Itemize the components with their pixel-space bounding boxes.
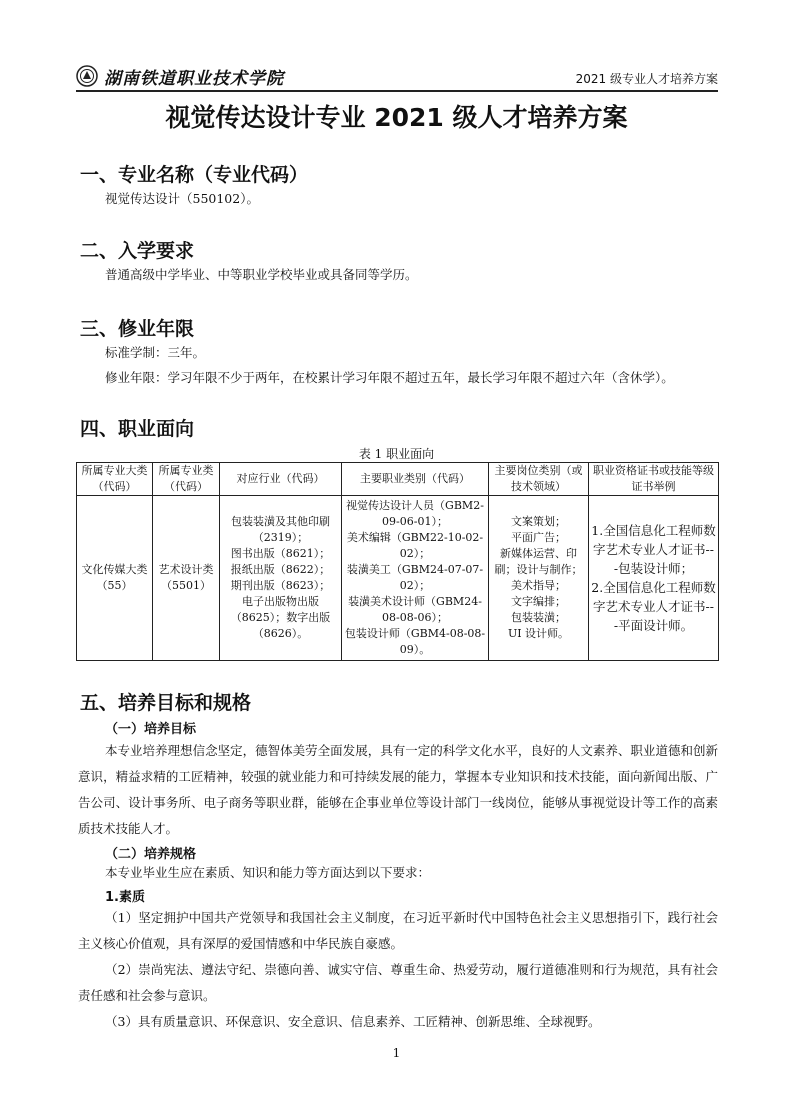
table-header-row (77, 463, 719, 496)
quality-heading: 1.素质 (105, 890, 145, 905)
table-row (77, 496, 719, 661)
table-cell-certificates: 1.全国信息化工程师数字艺术专业人才证书---包装设计师； 2.全国信息化工程师数字艺术专业人才证书---平面设计师。 (589, 496, 719, 661)
section-3-heading: 三、修业年限 (80, 318, 195, 340)
section-3-line-1: 标准学制：三年。 (105, 345, 206, 360)
table-header-cell: 所属专业类（代码） (153, 463, 220, 496)
section-4-heading: 四、职业面向 (80, 418, 195, 440)
quality-item-3: （3）具有质量意识、环保意识、安全意识、信息素养、工匠精神、创新思维、全球视野。 (105, 1014, 601, 1029)
section-1-heading: 一、专业名称（专业代码） (80, 164, 309, 186)
goal-paragraph: 本专业培养理想信念坚定，德智体美劳全面发展，具有一定的科学文化水平，良好的人文素养、职业道德和创新意识，精益求精的工匠精神，较强的就业能力和可持续发展的能力，掌握本专业知识和技术技能，面向新闻出版、广告公司、设计事务所、电子商务等职业群，能够在企事业单位等设计部门一线岗位，能够从事视觉设计等工作的高素质技术技能人才。 (78, 743, 718, 836)
school-logo (76, 62, 284, 90)
page-header (76, 62, 718, 92)
table-header-cell: 职业资格证书或技能等级证书举例 (589, 463, 719, 496)
header-plan-label: 2021 级专业人才培养方案 (575, 72, 718, 86)
table-cell-occupation: 视觉传达设计人员（GBM2-09-06-01）； 美术编辑（GBM22-10-02-02）； 装潢美工（GBM24-07-07-02）； 装潢美术设计师（GBM24-08-08-06）； 包装设计师（GBM4-08-08-09）。 (342, 496, 489, 661)
section-1-text: 视觉传达设计（550102）。 (105, 191, 259, 206)
quality-item-1: （1）坚定拥护中国共产党领导和我国社会主义制度，在习近平新时代中国特色社会主义思想指引下，践行社会主义核心价值观，具有深厚的爱国情感和中华民族自豪感。 (78, 910, 718, 951)
section-2-heading: 二、入学要求 (80, 240, 195, 262)
section-5-heading: 五、培养目标和规格 (80, 692, 252, 714)
table-header-cell: 所属专业大类（代码） (77, 463, 153, 496)
table-cell-positions: 文案策划； 平面广告； 新媒体运营、印刷；设计与制作； 美术指导； 文字编排； 包装装潢； UI 设计师。 (489, 496, 589, 661)
table-cell-major-category: 文化传媒大类（55） (77, 496, 153, 661)
section-2-text: 普通高级中学毕业、中等职业学校毕业或具备同等学历。 (105, 267, 418, 282)
table-cell-major-class: 艺术设计类（5501） (153, 496, 220, 661)
table-header-cell: 主要职业类别（代码） (342, 463, 489, 496)
table-header-cell: 对应行业（代码） (220, 463, 342, 496)
table-caption: 表 1 职业面向 (358, 447, 435, 461)
document-title: 视觉传达设计专业 2021 级人才培养方案 (165, 103, 628, 132)
goal-subheading: （一）培养目标 (105, 722, 197, 737)
spec-subheading: （二）培养规格 (105, 847, 197, 862)
school-seal-icon (76, 65, 98, 87)
table-cell-industry: 包装装潢及其他印刷（2319）； 图书出版（8621）； 报纸出版（8622）； 期刊出版（8623）； 电子出版物出版（8625）；数字出版（8626）。 (220, 496, 342, 661)
spec-intro: 本专业毕业生应在素质、知识和能力等方面达到以下要求： (105, 865, 431, 880)
table-header-cell: 主要岗位类别（或技术领域） (489, 463, 589, 496)
career-table (76, 462, 719, 661)
school-name: 湖南铁道职业技术学院 (104, 68, 284, 89)
page-number: 1 (392, 1046, 401, 1060)
section-3-line-2: 修业年限：学习年限不少于两年，在校累计学习年限不超过五年，最长学习年限不超过六年（含休学）。 (105, 370, 674, 385)
quality-item-2: （2）崇尚宪法、遵法守纪、崇德向善、诚实守信、尊重生命、热爱劳动，履行道德准则和行为规范，具有社会责任感和社会参与意识。 (78, 962, 718, 1003)
